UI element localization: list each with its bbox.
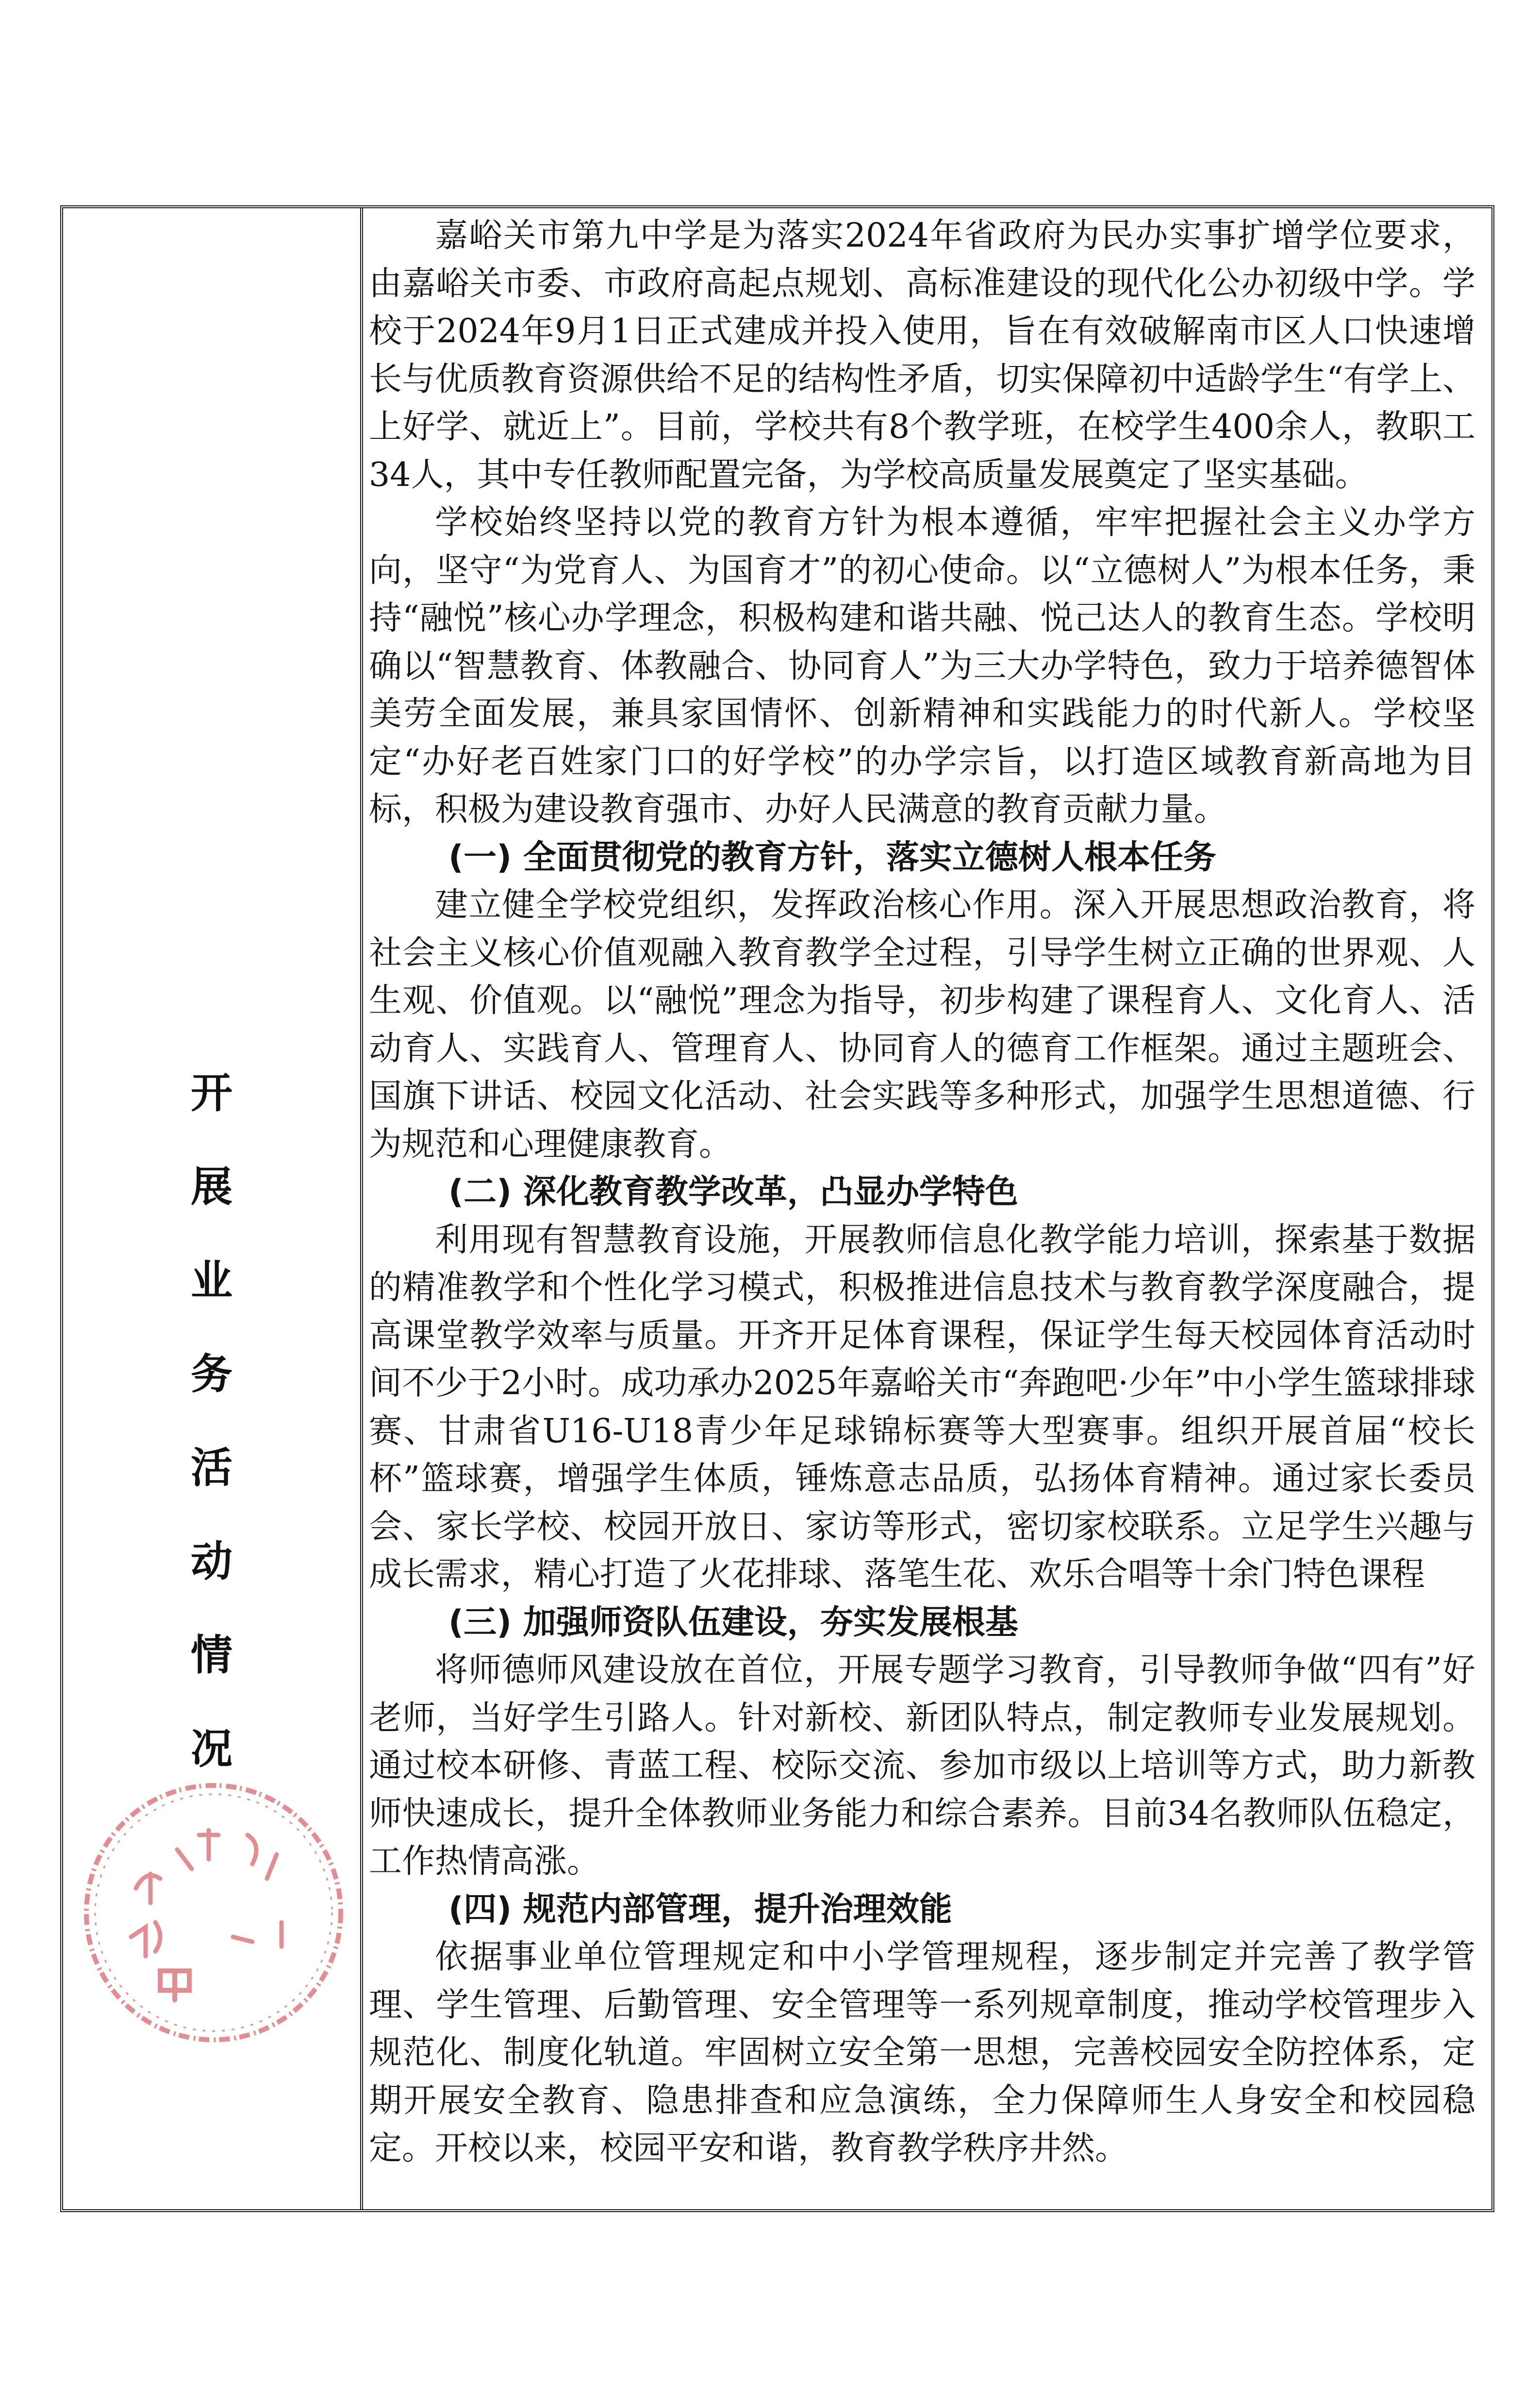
row-label-char: 活 [191,1444,232,1492]
row-label-char: 务 [191,1350,232,1399]
row-label-char: 开 [191,1069,232,1117]
intro-paragraph: 嘉峪关市第九中学是为落实2024年省政府为民办实事扩增学位要求，由嘉峪关市委、市政府高起点规划、高标准建设的现代化公办初级中学。学校于2024年9月1日正式建成并投入使用，旨在有效破解南市区人口快速增长与优质教育资源供给不足的结构性矛盾，切实保障初中适龄学生“有学上、上好学、就近上”。目前，学校共有8个教学班，在校学生400余人，教职工34人，其中专任教师配置完备，为学校高质量发展奠定了坚实基础。 [369,217,1475,494]
row-label-char: 展 [191,1163,232,1211]
row-label-char: 业 [191,1256,232,1305]
section-body: 利用现有智慧教育设施，开展教师信息化教学能力培训，探索基于数据的精准教学和个性化学习模式，积极推进信息技术与教育教学深度融合，提高课堂教学效率与质量。开齐开足体育课程，保证学生每天校园体育活动时间不少于2小时。成功承办2025年嘉峪关市“奔跑吧·少年”中小学生篮球排球赛、甘肃省U16-U18青少年足球锦标赛等大型赛事。组织开展首届“校长杯”篮球赛，增强学生体质，锤炼意志品质，弘扬体育精神。通过家长委员会、家长学校、校园开放日、家访等形式，密切家校联系。立足学生兴趣与成长需求，精心打造了火花排球、落笔生花、欢乐合唱等十余门特色课程 [369,1220,1475,1594]
row-label-vertical [63,1069,360,1822]
section-heading: (三) 加强师资队伍建设，夯实发展根基 [448,1603,1018,1642]
intro-paragraph: 学校始终坚持以党的教育方针为根本遵循，牢牢把握社会主义办学方向，坚守“为党育人、为国育才”的初心使命。以“立德树人”为根本任务，秉持“融悦”核心办学理念，积极构建和谐共融、悦己达人的教育生态。学校明确以“智慧教育、体教融合、协同育人”为三大办学特色，致力于培养德智体美劳全面发展，兼具家国情怀、创新精神和实践能力的时代新人。学校坚定“办好老百姓家门口的好学校”的办学宗旨，以打造区域教育新高地为目标，积极为建设教育强市、办好人民满意的教育贡献力量。 [369,503,1475,829]
official-seal-icon [78,1777,349,2049]
section-heading: (二) 深化教育教学改革，凸显办学特色 [448,1173,1018,1211]
section-heading: (一) 全面贯彻党的教育方针，落实立德树人根本任务 [448,838,1216,877]
row-label-char: 况 [191,1725,232,1773]
section-body: 依据事业单位管理规定和中小学管理规程，逐步制定并完善了教学管理、学生管理、后勤管理、安全管理等一系列规章制度，推动学校管理步入规范化、制度化轨道。牢固树立安全第一思想，完善校园安全防控体系，定期开展安全教育、隐患排查和应急演练，全力保障师生人身安全和校园稳定。开校以来，校园平安和谐，教育教学秩序井然。 [369,1938,1475,2167]
section-body: 将师德师风建设放在首位，开展专题学习教育，引导教师争做“四有”好老师，当好学生引路人。针对新校、新团队特点，制定教师专业发展规划。通过校本研修、青蓝工程、校际交流、参加市级以上培训等方式，助力新教师快速成长，提升全体教师业务能力和综合素养。目前34名教师队伍稳定，工作热情高涨。 [369,1651,1475,1881]
row-label-char: 情 [191,1631,232,1680]
column-divider [360,208,363,2209]
content-cell [369,212,1475,2173]
row-label-char: 动 [191,1537,232,1586]
section-body: 建立健全学校党组织，发挥政治核心作用。深入开展思想政治教育，将社会主义核心价值观融入教育教学全过程，引导学生树立正确的世界观、人生观、价值观。以“融悦”理念为指导，初步构建了课程育人、文化育人、活动育人、实践育人、管理育人、协同育人的德育工作框架。通过主题班会、国旗下讲话、校园文化活动、社会实践等多种形式，加强学生思想道德、行为规范和心理健康教育。 [369,886,1475,1164]
section-heading: (四) 规范内部管理，提升治理效能 [448,1890,952,1929]
